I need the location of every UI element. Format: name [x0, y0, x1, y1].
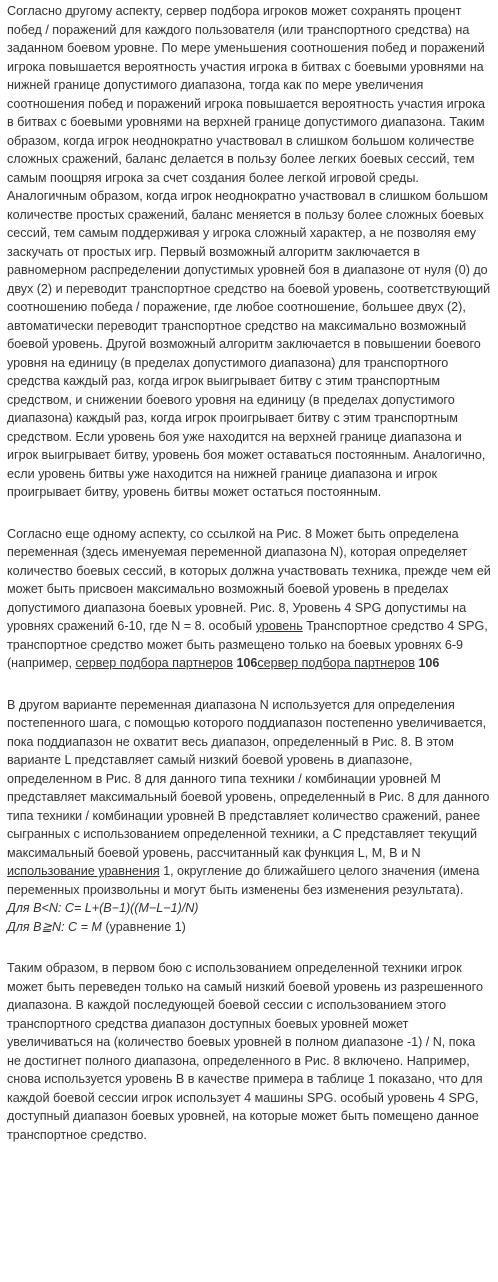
paragraph-1: Согласно другому аспекту, сервер подбора игроков может сохранять процент побед / поражений для каждого пользователя (или транспортного средства) на заданном боевом уровне. По мере уменьшения соотношения побед и поражений игрока повышается вероятность участия игрока в битвах с боевыми уровнями на нижней границе допустимого диапазона, тогда как по мере увеличения соотношения побед и поражений игрока повышается вероятность участия игрока в битвах с боевыми уровнями на верхней границе допустимого диапазона. Таким образом, когда игрок неоднократно участвовал в слишком большом количестве сложных сражений, баланс делается в пользу более легких боевых сессий, тем самым поощряя игрока за счет создания более легкой игровой среды. Аналогичным образом, когда игрок неоднократно участвовал в слишком большом количестве простых сражений, баланс меняется в пользу более сложных боевых сессий, тем самым поддерживая у игрока сложный характер, а не позволяя ему заскучать от простых игр. Первый возможный алгоритм заключается в равномерном распределении допустимых уровней боя в диапазоне от нуля (0) до двух (2) и переводит транспортное средство на боевой уровень, соответствующий соотношению победа / поражение, где любое соотношение, большее двух (2), автоматически переводит транспортное средство на максимально возможный боевой уровень. Другой возможный алгоритм заключается в повышении боевого уровня на единицу (в пределах допустимого диапазона) для транспортного средства каждый раз, когда игрок выигрывает битву с этим транспортным средством, и снижении боевого уровня на единицу (в пределах допустимого диапазона) каждый раз, когда игрок проигрывает битву с этим транспортным средством. Если уровень боя уже находится на верхней границе диапазона и игрок выигрывает битву, уровень боя может оставаться постоянным. Аналогично, если уровень битвы уже находится на нижней границе диапазона и игрок проигрывает битву, уровень битвы может остаться постоянным. [7, 4, 491, 499]
formula-2: Для B≧N: C = M [7, 919, 102, 934]
formula-1: Для B<N: C= L+(B−1)((M−L−1)/N) [7, 901, 199, 915]
paragraph-3-text-1: В другом варианте переменная диапазона N используется для определения постепенного шага, с помощью которого поддиапазон постепенно увеличивается, пока поддиапазон не охватит весь диапазон, определенный в Рис. 8. В этом варианте L представляет самый низкий боевой уровень в диапазоне, определенном в Рис. 8 для данного типа техники / комбинации уровней M представляет максимальный боевой уровень, определенный в Рис. 8 для данного типа техники / комбинации уровней B представляет количество сражений, ранее сыгранных с использованием определенной техники, а C представляет текущий максимальный боевой уровень, рассчитанный как функция L, M, B и N [7, 697, 490, 860]
paragraph-2-text-1: Согласно еще одному аспекту, со ссылкой на Рис. 8 Может быть определена переменная (здесь именуемая переменной диапазона N), которая определяет количество боевых сессий, в которых должна участвовать техника, прежде чем ей может быть присвоен максимально возможный боевой уровень в пределах допустимого диапазона боевых уровней. Рис. 8, Уровень 4 SPG допустимы на уровнях сражений 6-10, где N = 8. особый [7, 526, 491, 633]
link-matchmaking-server-2[interactable]: сервер подбора партнеров [257, 656, 415, 670]
link-uroven[interactable]: уровень [255, 619, 303, 633]
reference-106-1: 106 [236, 656, 258, 670]
paragraph-2 [7, 525, 492, 673]
formula-2-label: (уравнение 1) [101, 919, 186, 934]
paragraph-3 [7, 696, 492, 937]
link-equation-usage[interactable]: использование уравнения [7, 864, 160, 878]
paragraph-4: Таким образом, в первом бою с использованием определенной техники игрок может быть переведен только на самый низкий боевой уровень из разрешенного диапазона. В каждой последующей боевой сессии с использованием этого транспортного средства диапазон доступных боевых уровней может увеличиваться на (количество боевых уровней в полном диапазоне -1) / N, пока не достигнет полного диапазона, определенного в Рис. 8 включено. Например, снова используется уровень B в качестве примера в таблице 1 показано, что для каждой боевой сессии игрок использует 4 машины SPG. особый уровень 4 SPG, доступный диапазон боевых уровней, на которые может быть помещено данное транспортное средство. [7, 961, 483, 1142]
reference-106-2: 106 [418, 656, 440, 670]
link-matchmaking-server-1[interactable]: сервер подбора партнеров [75, 656, 233, 670]
paragraph-2-text-2: Транспортное средство 4 SPG, транспортное средство может быть размещено только на боевых уровнях 6-9 (например, [7, 619, 488, 670]
paragraph-3-text-2: 1, округление до ближайшего целого значения (имена переменных произвольны и могут быть изменены без изменения результата). [7, 864, 480, 897]
